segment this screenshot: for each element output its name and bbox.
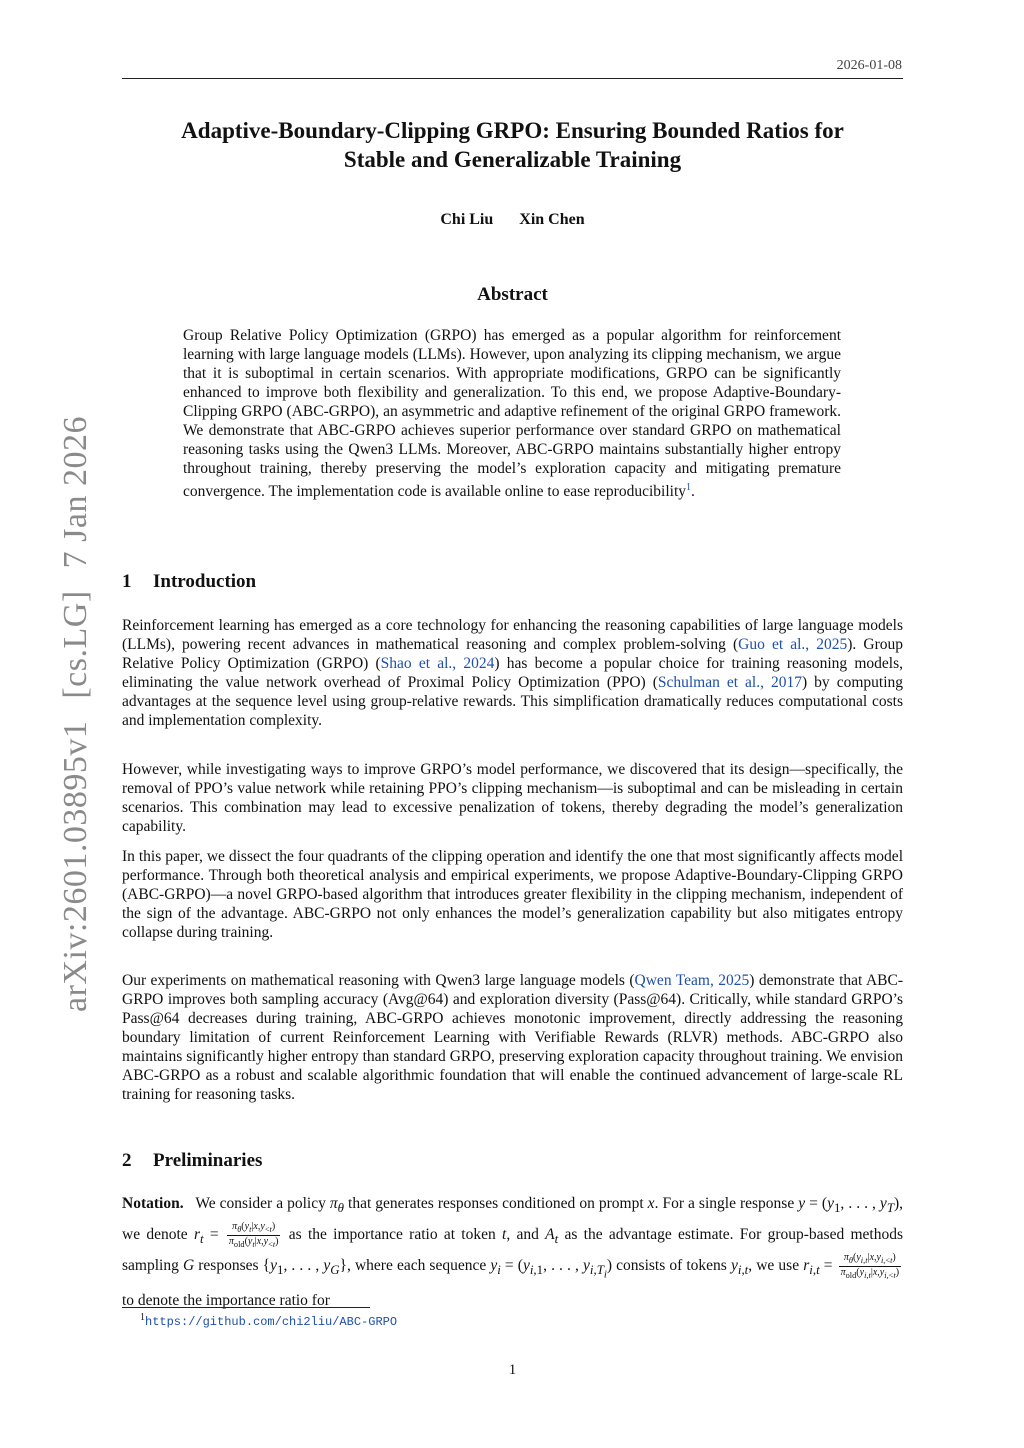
title-line-2: Stable and Generalizable Training (343, 147, 682, 172)
footnote (140, 1312, 397, 1329)
paragraph-text: to denote the importance ratio for (122, 1291, 330, 1309)
section-heading (122, 1150, 262, 1172)
paragraph-text: as the importance ratio at token (288, 1226, 496, 1244)
paragraph-text: ) has become a popular choice for training reasoning models, eliminating the value network overhead of Proximal Policy Optimization (PPO) ( (122, 655, 903, 691)
intro-paragraph-1 (122, 616, 903, 730)
paragraph-text: responses (198, 1257, 259, 1275)
intro-paragraph-2: However, while investigating ways to improve GRPO’s model performance, we discovered that its design—specifically, the removal of PPO’s value network while retaining PPO’s clipping mechanism—is suboptimal and can be misleading in certain scenarios. This combination may lead to excessive penalization of tokens, thereby degrading the model’s generalization capability. (122, 761, 903, 835)
abstract-end: . (691, 483, 695, 501)
abstract-body (183, 326, 841, 501)
ratio-formula: $\frac{\pi_\theta(y_t|x,y_{<t})}{\pi_{old}(y_t|x,y_{<t})}$ (228, 1221, 279, 1250)
paragraph-text: ) by computing advantages at the sequence level using group-relative rewards. This simplification dramatically reduces computational costs and implementation complexity. (122, 674, 903, 729)
section-heading (122, 571, 256, 593)
paragraph-text: , we use (748, 1257, 800, 1275)
paragraph-text: as the advantage estimate. For group-based methods sampling (122, 1226, 904, 1275)
notation-paragraph: Notation. We consider a policy $\pi_\theta$ that generates responses conditioned on prompt x. For a single response $y = (y_1$, . . . , $y_T$), we denote $r_t$ = $\frac{\pi_\theta(y_t|x,y_{<t})}{\pi_{old}(y_t|x,y_{<t})}$ as the importance ratio at token t, and $A_t$ as the advantage estimate. For group-based methods sampling G responses {$y_1$, . . . , $y_G$}, where each sequence $y_i = (y_{i,1}$, . . . , $y_{i,T_i}$) consists of tokens $y_{i,t}$, we use $r_{i,t}$ = $\frac{\pi_\theta(y_{i,t}|x,y_{i,<t})}{\pi_{old}(y_{i,t}|x,y_{i,<t})}$ to denote the importance ratio for (122, 1195, 904, 1309)
section-title: Introduction (153, 571, 257, 592)
footnote-url[interactable]: https://github.com/chi2liu/ABC-GRPO (145, 1315, 398, 1329)
footnote-mark: 1 (140, 1312, 145, 1323)
paragraph-text: ) demonstrate that ABC-GRPO improves both sampling accuracy (Avg@64) and exploration diversity (Pass@64). Critically, while standard GRPO’s Pass@64 decreases during training, ABC-GRPO achieves monotonic improvement, directly addressing the reasoning boundary limitation of current Reinforcement Learning with Verifiable Rewards (RLVR) methods. ABC-GRPO also maintains significantly higher entropy than standard GRPO, preserving exploration capacity throughout training. We envision ABC-GRPO as a robust and scalable algorithmic foundation that will enable the continued advancement of large-scale RL training for reasoning tasks. (122, 972, 903, 1103)
paragraph-text: , and (506, 1226, 539, 1244)
paragraph-text: , we denote (122, 1195, 904, 1244)
paragraph-text: ). Group Relative Policy Optimization (GRPO) ( (122, 636, 903, 672)
intro-paragraph-3: In this paper, we dissect the four quadrants of the clipping operation and identify the one that most significantly affects model performance. Through both theoretical analysis and empirical experiments, we propose Adaptive-Boundary-Clipping GRPO (ABC-GRPO)—a novel GRPO-based algorithm that introduces greater flexibility in the clipping mechanism, independent of the sign of the advantage. ABC-GRPO not only enhances the model’s generalization capability but also mitigates entropy collapse during training. (122, 848, 903, 941)
section-number: 2 (122, 1150, 132, 1171)
paragraph-text: We consider a policy (195, 1195, 326, 1212)
paragraph-text: Our experiments on mathematical reasoning with Qwen3 large language models ( (122, 972, 635, 989)
author-name: Chi Liu (440, 211, 494, 228)
author-list (122, 211, 903, 229)
paragraph-text: consists of tokens (616, 1257, 727, 1275)
section-number: 1 (122, 571, 132, 592)
citation-link[interactable]: Guo et al., 2025 (738, 636, 848, 653)
abstract-heading: Abstract (477, 284, 548, 305)
arxiv-sidebar-stamp (57, 416, 95, 1012)
group-ratio-formula: $\frac{\pi_\theta(y_{i,t}|x,y_{i,<t})}{\pi_{old}(y_{i,t}|x,y_{i,<t})}$ (840, 1252, 900, 1281)
intro-paragraph-4 (122, 971, 903, 1104)
section-title: Preliminaries (153, 1150, 263, 1171)
footnote-rule (122, 1307, 370, 1308)
title-line-1: Adaptive-Boundary-Clipping GRPO: Ensuring Bounded Ratios for (181, 118, 844, 143)
notation-label: Notation. (122, 1195, 184, 1212)
arxiv-category: [cs.LG] (57, 590, 94, 699)
paragraph-text: . For a single response (654, 1195, 795, 1212)
abstract-text: Group Relative Policy Optimization (GRPO) has emerged as a popular algorithm for reinforcement learning with large language models (LLMs). However, upon analyzing its clipping mechanism, we argue that it is suboptimal in certain scenarios. With appropriate modifications, GRPO can be significantly enhanced to improve both flexibility and generalization. To this end, we propose Adaptive-Boundary-Clipping GRPO (ABC-GRPO), an asymmetric and adaptive refinement of the original GRPO framework. We demonstrate that ABC-GRPO achieves superior performance over standard GRPO on mathematical reasoning tasks using the Qwen3 LLMs. Moreover, ABC-GRPO maintains substantially higher entropy throughout training, thereby preserving the model’s exploration capacity and mitigating premature convergence. The implementation code is available online to ease reproducibility (183, 327, 841, 501)
author-name: Xin Chen (519, 211, 585, 228)
arxiv-date: 7 Jan 2026 (57, 416, 94, 569)
paragraph-text: that generates responses conditioned on prompt (348, 1195, 644, 1212)
paragraph-text: Reinforcement learning has emerged as a core technology for enhancing the reasoning capabilities of large language models (LLMs), powering recent advances in mathematical reasoning and complex problem-solving ( (122, 617, 903, 653)
arxiv-id: arXiv:2601.03895v1 (57, 720, 94, 1012)
citation-link[interactable]: Qwen Team, 2025 (634, 972, 750, 989)
footnote-reference[interactable]: 1 (686, 482, 692, 493)
citation-link[interactable]: Schulman et al., 2017 (657, 674, 803, 691)
publication-date: 2026-01-08 (836, 58, 902, 73)
paper-title (122, 116, 903, 174)
paragraph-text: , where each sequence (347, 1257, 487, 1275)
page-number: 1 (508, 1362, 517, 1378)
citation-link[interactable]: Shao et al., 2024 (380, 655, 495, 672)
header-rule (122, 78, 903, 79)
